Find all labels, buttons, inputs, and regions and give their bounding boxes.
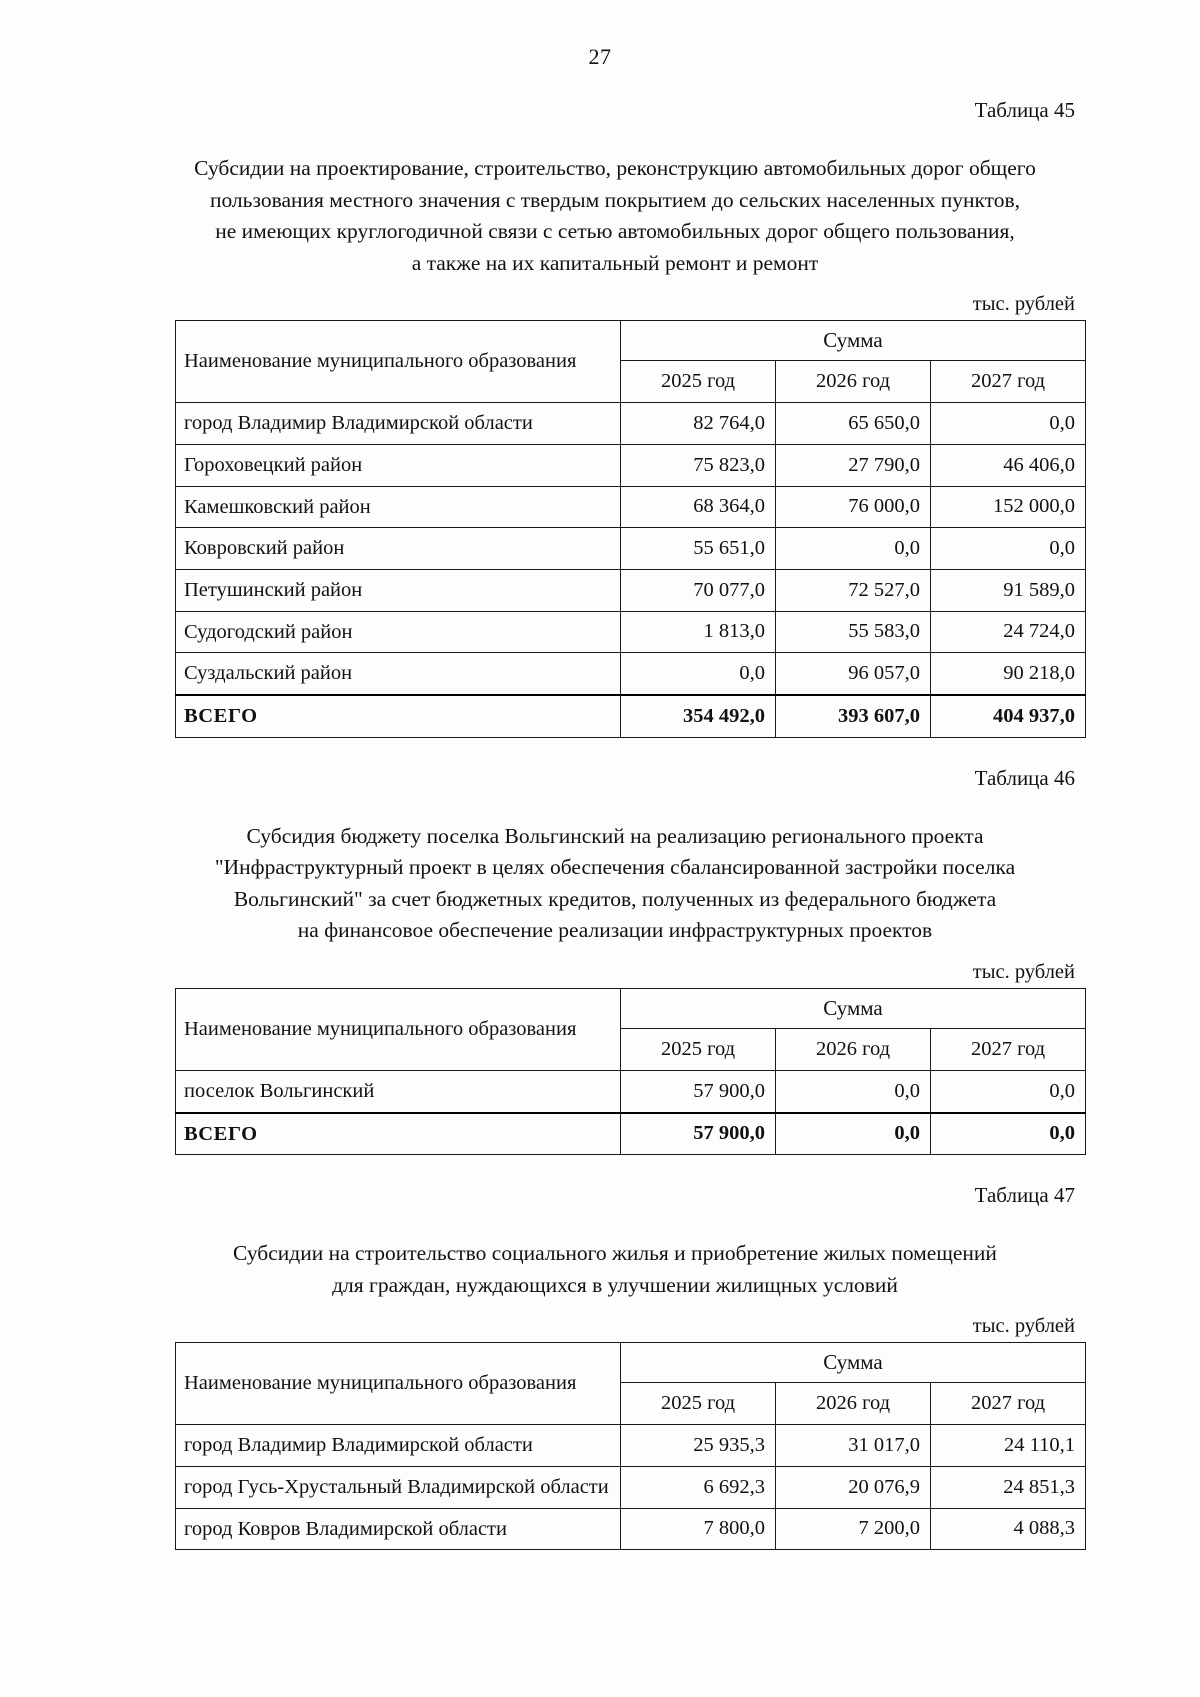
table-total-row [176, 1113, 1086, 1155]
table-title-46 [150, 821, 1080, 947]
value-2027: 152 000,0 [931, 486, 1086, 528]
table-row [176, 1466, 1086, 1508]
value-2026: 27 790,0 [776, 445, 931, 487]
value-2026: 31 017,0 [776, 1425, 931, 1467]
value-2026: 0,0 [776, 1070, 931, 1112]
value-2026: 7 200,0 [776, 1508, 931, 1550]
table-label-47: Таблица 47 [974, 1183, 1075, 1208]
column-header-2026: 2026 год [776, 361, 931, 403]
units-label-47: тыс. рублей [972, 1315, 1075, 1338]
table-row [176, 653, 1086, 695]
value-2027: 91 589,0 [931, 569, 1086, 611]
title-line: для граждан, нуждающихся в улучшении жилищных условий [332, 1272, 898, 1297]
value-2025: 75 823,0 [621, 445, 776, 487]
budget-table-45 [175, 320, 1086, 737]
table-header-row [176, 1343, 1086, 1383]
value-2026: 76 000,0 [776, 486, 931, 528]
title-line: пользования местного значения с твердым покрытием до сельских населенных пунктов, [209, 187, 1021, 212]
table-row [176, 1425, 1086, 1467]
table-header-row [176, 321, 1086, 361]
column-header-2025: 2025 год [621, 1028, 776, 1070]
municipality-name: город Ковров Владимирской области [176, 1508, 621, 1550]
table-row [176, 1070, 1086, 1112]
municipality-name: Ковровский район [176, 528, 621, 570]
title-line: Субсидии на проектирование, строительство, реконструкцию автомобильных дорог общего [194, 156, 1036, 180]
value-2026: 96 057,0 [776, 653, 931, 695]
table-header-row [176, 988, 1086, 1028]
value-2027: 24 724,0 [931, 611, 1086, 653]
column-header-name: Наименование муниципального образования [176, 988, 621, 1070]
value-2025: 25 935,3 [621, 1425, 776, 1467]
total-label: ВСЕГО [176, 695, 621, 737]
column-header-sum: Сумма [621, 321, 1086, 361]
municipality-name: Гороховецкий район [176, 445, 621, 487]
table-label-46: Таблица 46 [974, 765, 1075, 790]
column-header-2027: 2027 год [931, 361, 1086, 403]
title-line: на финансовое обеспечение реализации инфраструктурных проектов [297, 918, 933, 943]
value-2025: 70 077,0 [621, 569, 776, 611]
table-total-row [176, 695, 1086, 737]
value-2027: 24 110,1 [931, 1425, 1086, 1467]
page-number: 27 [588, 44, 612, 69]
budget-table-46 [175, 988, 1086, 1155]
table-title-47 [150, 1238, 1080, 1301]
table-row [176, 611, 1086, 653]
total-2026: 0,0 [776, 1113, 931, 1155]
municipality-name: Петушинский район [176, 569, 621, 611]
title-line: Вольгинский" за счет бюджетных кредитов, полученных из федерального бюджета [233, 886, 997, 911]
municipality-name: город Владимир Владимирской области [176, 1425, 621, 1467]
municipality-name: Судогодский район [176, 611, 621, 653]
units-label-45: тыс. рублей [972, 293, 1075, 316]
value-2027: 24 851,3 [931, 1466, 1086, 1508]
municipality-name: город Гусь-Хрустальный Владимирской области [176, 1466, 621, 1508]
table-row [176, 528, 1086, 570]
value-2025: 57 900,0 [621, 1070, 776, 1112]
table-row [176, 486, 1086, 528]
value-2026: 65 650,0 [776, 403, 931, 445]
municipality-name: Суздальский район [176, 653, 621, 695]
units-label-46: тыс. рублей [972, 960, 1075, 983]
value-2026: 20 076,9 [776, 1466, 931, 1508]
value-2027: 46 406,0 [931, 445, 1086, 487]
column-header-2025: 2025 год [621, 1383, 776, 1425]
column-header-name: Наименование муниципального образования [176, 1343, 621, 1425]
value-2025: 68 364,0 [621, 486, 776, 528]
column-header-sum: Сумма [621, 988, 1086, 1028]
total-2027: 0,0 [931, 1113, 1086, 1155]
value-2027: 90 218,0 [931, 653, 1086, 695]
value-2026: 72 527,0 [776, 569, 931, 611]
value-2025: 6 692,3 [621, 1466, 776, 1508]
total-2025: 57 900,0 [621, 1113, 776, 1155]
column-header-2027: 2027 год [931, 1028, 1086, 1070]
value-2025: 7 800,0 [621, 1508, 776, 1550]
title-line: а также на их капитальный ремонт и ремонт [411, 250, 819, 275]
total-2027: 404 937,0 [931, 695, 1086, 737]
title-line: Субсидия бюджету поселка Вольгинский на реализацию регионального проекта [246, 823, 984, 848]
table-title-45 [150, 153, 1080, 279]
value-2027: 0,0 [931, 1070, 1086, 1112]
column-header-2026: 2026 год [776, 1028, 931, 1070]
municipality-name: поселок Вольгинский [176, 1070, 621, 1112]
value-2025: 82 764,0 [621, 403, 776, 445]
value-2025: 1 813,0 [621, 611, 776, 653]
municipality-name: Камешковский район [176, 486, 621, 528]
column-header-2027: 2027 год [931, 1383, 1086, 1425]
table-row [176, 403, 1086, 445]
value-2027: 0,0 [931, 403, 1086, 445]
table-label-45: Таблица 45 [974, 98, 1075, 122]
total-2025: 354 492,0 [621, 695, 776, 737]
column-header-2025: 2025 год [621, 361, 776, 403]
value-2025: 55 651,0 [621, 528, 776, 570]
total-2026: 393 607,0 [776, 695, 931, 737]
column-header-2026: 2026 год [776, 1383, 931, 1425]
value-2025: 0,0 [621, 653, 776, 695]
title-line: не имеющих круглогодичной связи с сетью автомобильных дорог общего пользования, [215, 219, 1015, 244]
value-2027: 0,0 [931, 528, 1086, 570]
total-label: ВСЕГО [176, 1113, 621, 1155]
table-row [176, 569, 1086, 611]
table-row [176, 445, 1086, 487]
title-line: "Инфраструктурный проект в целях обеспечения сбалансированной застройки поселка [214, 855, 1016, 880]
table-row [176, 1508, 1086, 1550]
title-line: Субсидии на строительство социального жилья и приобретение жилых помещений [233, 1241, 997, 1266]
value-2027: 4 088,3 [931, 1508, 1086, 1550]
value-2026: 55 583,0 [776, 611, 931, 653]
value-2026: 0,0 [776, 528, 931, 570]
budget-table-47 [175, 1342, 1086, 1550]
municipality-name: город Владимир Владимирской области [176, 403, 621, 445]
column-header-name: Наименование муниципального образования [176, 321, 621, 403]
column-header-sum: Сумма [621, 1343, 1086, 1383]
